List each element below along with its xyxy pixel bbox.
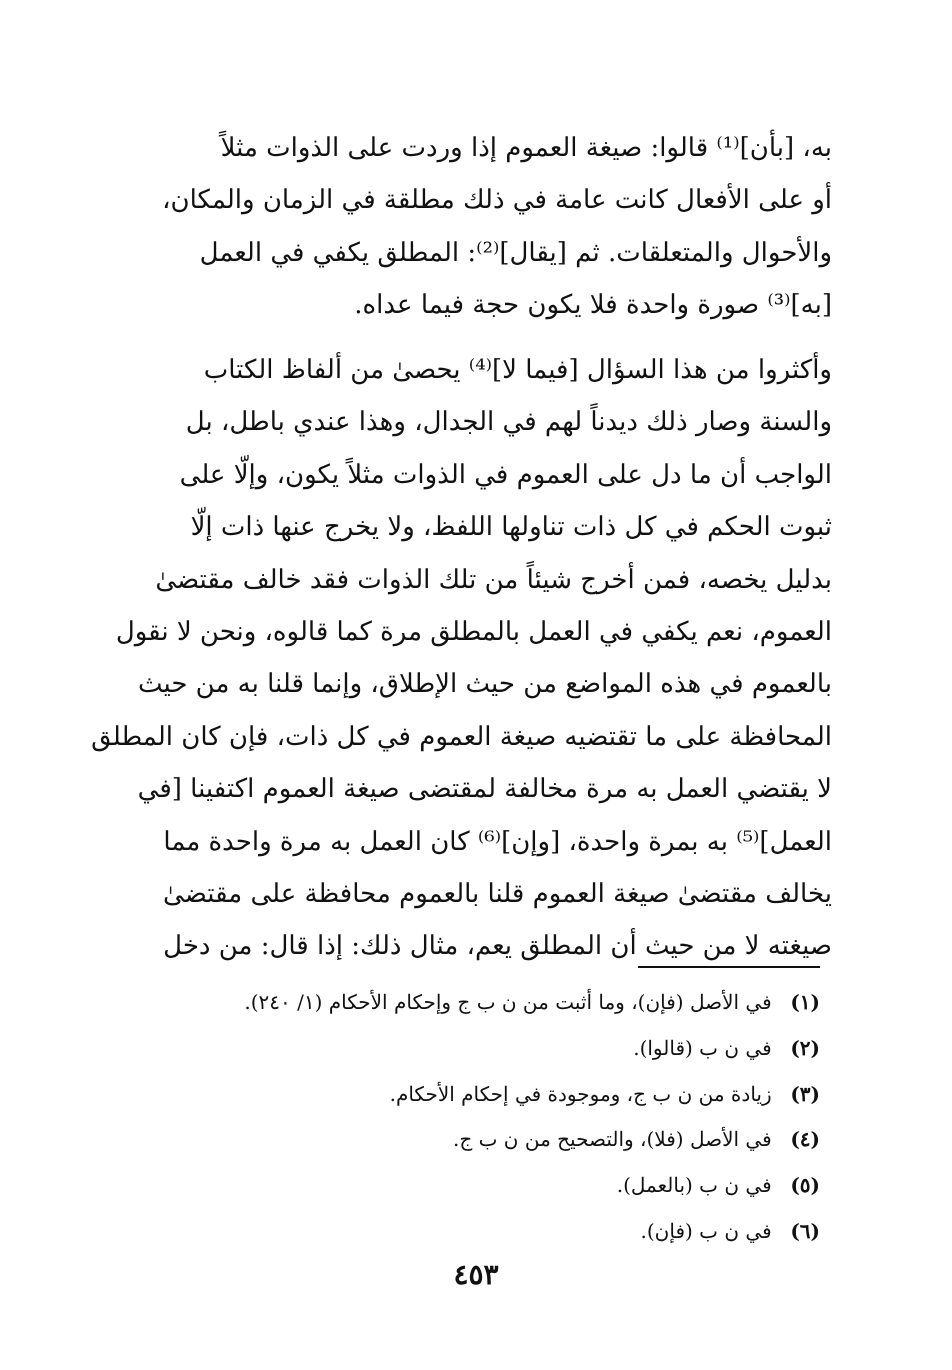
text-line: والسنة وصار ذلك ديدناً لهم في الجدال، وهذا عندي باطل، بل [185, 407, 832, 438]
body-paragraph-1 [117, 122, 832, 332]
footnote-text: في الأصل (فلا)، والتصحيح من ن ب ج. [452, 1127, 772, 1152]
text-line: وأكثروا من هذا السؤال [فيما لا]⁽⁴⁾ يحصىٰ من ألفاظ الكتاب [203, 355, 832, 385]
body-paragraph-2 [91, 344, 832, 973]
footnote-text: زيادة من ن ب ج، وموجودة في إحكام الأحكام. [389, 1081, 772, 1106]
footnote-item [140, 1026, 820, 1072]
text-line: بدليل يخصه، فمن أخرج شيئاً من تلك الذوات فقد خالف مقتضىٰ [155, 564, 832, 595]
footnotes-list [140, 980, 820, 1255]
text-line: العمل]⁽⁵⁾ به بمرة واحدة، [وإن]⁽⁶⁾ كان العمل به مرة واحدة مما [163, 826, 832, 857]
text-line: ثبوت الحكم في كل ذات تناولها اللفظ، ولا يخرج عنها ذات إلّا [190, 512, 832, 543]
footnote-number: (٥) [790, 1173, 820, 1198]
footnote-item [140, 980, 820, 1026]
text-line: [به]⁽³⁾ صورة واحدة فلا يكون حجة فيما عداه. [354, 290, 832, 321]
text-line: العموم، نعم يكفي في العمل بالمطلق مرة كما قالوه، ونحن لا نقول [115, 617, 832, 648]
text-line: الواجب أن ما دل على العموم في الذوات مثلاً يكون، وإلّا على [179, 459, 832, 490]
text-line: المحافظة على ما تقتضيه صيغة العموم في كل ذات، فإن كان المطلق [91, 721, 832, 752]
footnote-item [140, 1163, 820, 1209]
footnote-text: في ن ب (فإن). [640, 1218, 772, 1243]
text-line: أو على الأفعال كانت عامة في ذلك مطلقة في الزمان والمكان، [162, 185, 832, 216]
footnote-item [140, 1072, 820, 1118]
footnote-item [140, 1209, 820, 1255]
page-number: ٤٥٣ [453, 1258, 499, 1291]
text-line: يخالف مقتضىٰ صيغة العموم قلنا بالعموم محافظة على مقتضىٰ [163, 879, 832, 910]
footnote-item [140, 1117, 820, 1163]
text-line: صيغته لا من حيث أن المطلق يعم، مثال ذلك: إذا قال: من دخل [163, 931, 832, 962]
footnote-text: في ن ب (قالوا). [633, 1035, 772, 1060]
footnote-separator [638, 966, 820, 968]
footnote-number: (٦) [790, 1218, 820, 1243]
text-line: به، [بأن]⁽¹⁾ قالوا: صيغة العموم إذا وردت على الذوات مثلاً [220, 133, 832, 163]
text-line: والأحوال والمتعلقات. ثم [يقال]⁽²⁾: المطلق يكفي في العمل [199, 237, 832, 268]
footnote-number: (٣) [790, 1081, 820, 1106]
footnote-text: في ن ب (بالعمل). [616, 1173, 772, 1198]
footnote-number: (٢) [790, 1035, 820, 1060]
footnote-number: (١) [790, 990, 820, 1014]
footnote-number: (٤) [790, 1127, 820, 1152]
text-line: بالعموم في هذه المواضع من حيث الإطلاق، وإنما قلنا به من حيث [137, 669, 832, 700]
text-line: لا يقتضي العمل به مرة مخالفة لمقتضى صيغة العموم اكتفينا [في [137, 774, 832, 805]
footnote-text: في الأصل (فإن)، وما أثبت من ن ب ج وإحكام الأحكام (١/ ٢٤٠). [244, 990, 772, 1014]
